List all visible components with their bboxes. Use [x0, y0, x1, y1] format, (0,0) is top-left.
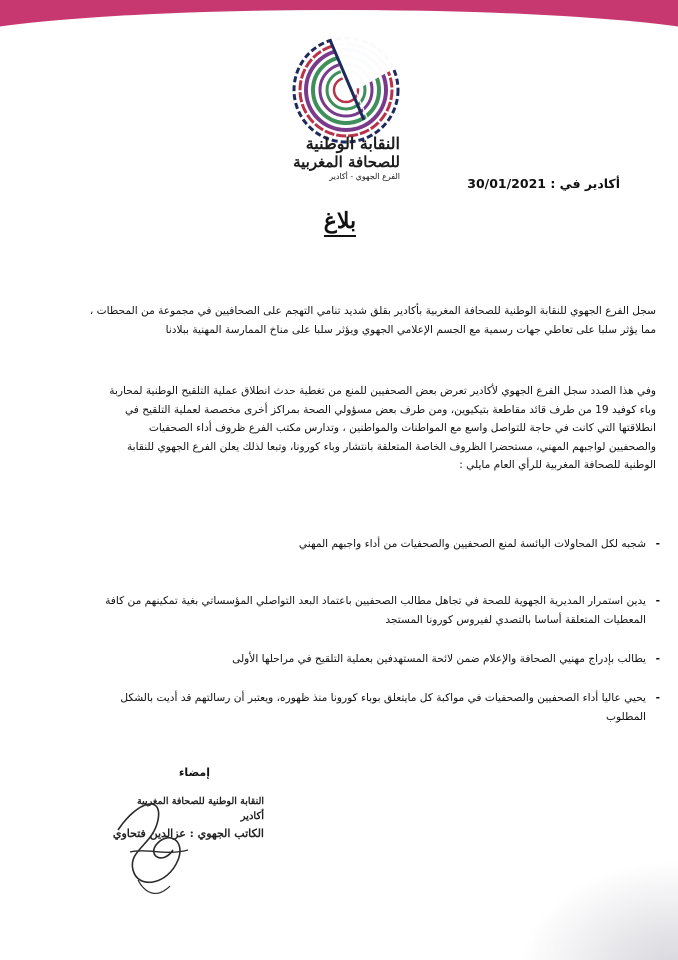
bullet-text: شجبه لكل المحاولات اليائسة لمنع الصحفيين والصحفيات من أداء واجبهم المهني — [298, 538, 646, 550]
signature-name: الكاتب الجهوي : عزالدين فتحاوي — [112, 827, 264, 840]
logo-line-3: الفرع الجهوي - أكادير — [329, 172, 400, 181]
logo-text — [250, 135, 400, 182]
bullet-text: المعطيات المتعلقة أساسا بالتصدي لفيروس كورونا المستجد — [385, 613, 646, 626]
signature-label: إمضاء — [178, 766, 210, 779]
list-item — [24, 650, 660, 669]
union-logo-icon — [290, 34, 402, 146]
bullet-text: يطالب بإدراج مهنيي الصحافة والإعلام ضمن لائحة المستهدفين بعملية التلقيح في مراحلها الأولى — [232, 653, 646, 665]
bullet-marker: - — [655, 653, 660, 665]
list-item — [24, 592, 660, 629]
paragraph-line: مما يؤثر سلبا على تعاطي جهات رسمية مع الجسم الإعلامي الجهوي ويؤثر سلبا على مناخ الممارسة المهنية ببلادنا — [165, 323, 656, 336]
bullet-marker: - — [655, 538, 660, 550]
list-item — [24, 689, 660, 726]
bullet-marker: - — [655, 692, 660, 704]
paragraph-line: الوطنية للصحافة المغربية للرأي العام مايلي : — [459, 459, 656, 471]
bullet-text: يحيي عاليا أداء الصحفيين والصحفيات في مواكبة كل مايتعلق بوباء كورونا منذ ظهوره، ويعتبر أن رسالتهم قد أديت بالشكل — [120, 692, 646, 704]
paragraph-line: وباء كوفيد 19 من طرف قائد مقاطعة بتيكيوين، ومن طرف بعض مسؤولي الصحة بمراكز أخرى مخصصة لعملية التلقيح في — [124, 403, 656, 416]
list-item — [24, 535, 660, 554]
logo-line-2: للصحافة المغربية — [293, 153, 400, 171]
paragraph-context — [30, 382, 656, 475]
paragraph-line: سجل الفرع الجهوي للنقابة الوطنية للصحافة المغربية بأكادير بقلق شديد تنامي التهجم على الصحافيين في مجموعة من المحطات ، — [89, 305, 656, 317]
bullet-text: يدين استمرار المديرية الجهوية للصحة في تجاهل مطالب الصحفيين باعتماد البعد التواصلي المؤسساتي بغية تمكينهم من كافة — [105, 595, 646, 607]
date-line: أكادير في : 30/01/2021 — [467, 176, 620, 191]
logo-line-1: النقابة الوطنية — [305, 134, 400, 153]
corner-shade — [518, 860, 678, 960]
bullet-marker: - — [655, 595, 660, 607]
paragraph-line: انطلاقتها التي كانت في حاجة للتواصل واسع مع المواطنات والمواطنين ، وتدارس مكتب الفرع ظروف أداء الصحفيات — [148, 422, 656, 434]
bullet-text: المطلوب — [606, 710, 646, 723]
paragraph-intro — [30, 302, 656, 339]
paragraph-line: والصحفيين لواجبهم المهني، مستحضرا الظروف الخاصة المتعلقة بانتشار وباء كورونا، وتبعا لذلك يعلن الفرع الجهوي للنقابة — [127, 440, 656, 453]
document-title — [290, 208, 390, 234]
signature-city: أكادير — [240, 811, 264, 822]
signature-org: النقابة الوطنية للصحافة المغربية — [137, 796, 264, 807]
handwritten-signature-icon — [108, 790, 198, 900]
document-title-text: بلاغ — [324, 208, 356, 237]
paragraph-line: وفي هذا الصدد سجل الفرع الجهوي لأكادير تعرض بعض الصحفيين للمنع من تغطية حدث انطلاق عملية التلقيح الوطنية لمحاربة — [109, 385, 656, 397]
